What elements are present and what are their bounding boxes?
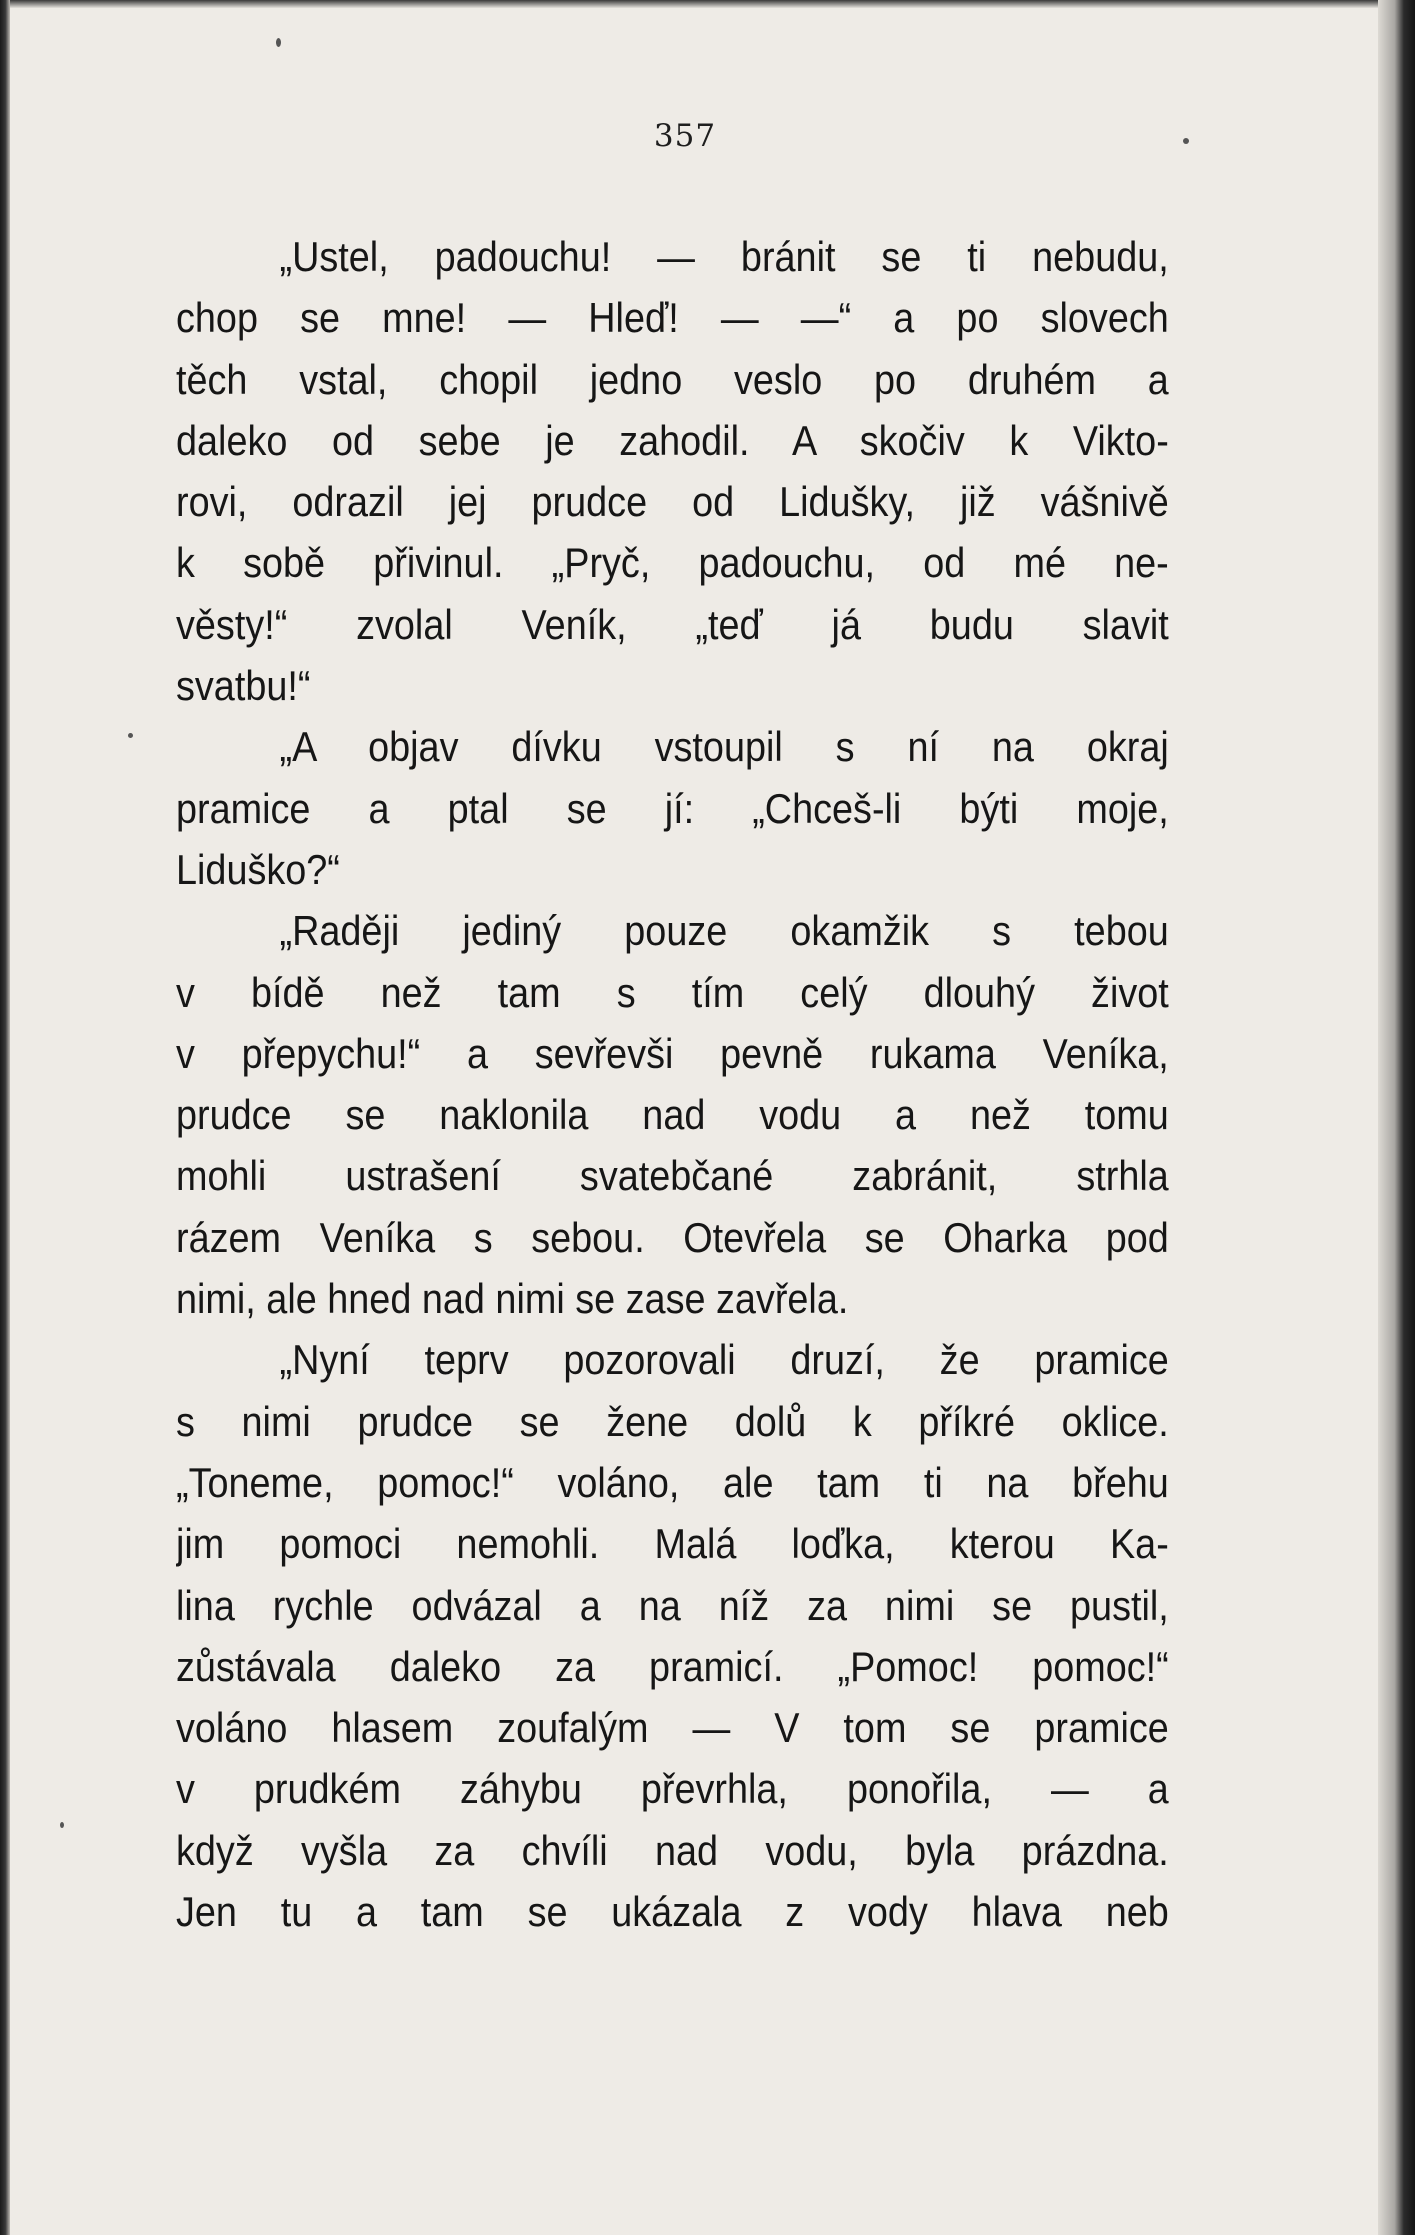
scan-speck [60,1822,64,1828]
text-line: lina rychle odvázal a na níž za nimi se pustil, [176,1581,1169,1629]
text-line: Liduško?“ [176,845,340,893]
text-line: Jen tu a tam se ukázala z vody hlava neb [176,1888,1169,1936]
text-line: v bídě než tam s tím celý dlouhý život [176,968,1169,1016]
text-line: rázem Veníka s sebou. Otevřela se Oharka pod [176,1213,1169,1261]
text-line: rovi, odrazil jej prudce od Lidušky, již vášnivě [176,478,1169,526]
page-number: 357 [653,118,717,154]
text-line: daleko od sebe je zahodil. A skočiv k Vikto- [176,416,1169,464]
scan-left-edge [0,0,10,2235]
text-line: voláno hlasem zoufalým — V tom se pramice [176,1704,1169,1752]
text-line: věsty!“ zvolal Veník, „teď já budu slavit [176,600,1169,648]
body-text [176,226,1168,1942]
text-line: svatbu!“ [176,662,311,710]
text-line: „Ustel, padouchu! — bránit se ti nebudu, [279,233,1169,280]
text-line: s nimi prudce se žene dolů k příkré oklice. [176,1397,1169,1445]
text-line: pramice a ptal se jí: „Chceš-li býti moje, [176,784,1169,832]
text-line: zůstávala daleko za pramicí. „Pomoc! pomoc!“ [176,1642,1169,1690]
scan-top-edge [0,0,1415,8]
text-line: chop se mne! — Hleď! — —“ a po slovech [176,294,1169,342]
text-line: „Nyní teprv pozorovali druzí, že pramice [279,1336,1169,1384]
scan-speck [276,38,281,47]
text-line: „Toneme, pomoc!“ voláno, ale tam ti na břehu [176,1458,1169,1506]
text-line: nimi, ale hned nad nimi se zase zavřela. [176,1275,849,1323]
text-line: když vyšla za chvíli nad vodu, byla prázdna. [176,1826,1169,1874]
text-line: „A objav dívku vstoupil s ní na okraj [279,723,1169,771]
text-line: prudce se naklonila nad vodu a než tomu [176,1091,1169,1139]
scan-right-edge [1378,0,1415,2235]
text-line: těch vstal, chopil jedno veslo po druhém a [176,355,1169,403]
text-line: k sobě přivinul. „Pryč, padouchu, od mé ne- [176,539,1169,587]
text-line: v přepychu!“ a sevřevši pevně rukama Veníka, [176,1029,1169,1077]
text-line: „Raději jediný pouze okamžik s tebou [279,907,1169,955]
scan-speck [128,733,133,738]
text-line: v prudkém záhybu převrhla, ponořila, — a [176,1765,1169,1813]
scan-speck [1183,138,1189,144]
text-line: jim pomoci nemohli. Malá loďka, kterou Ka- [176,1520,1169,1568]
text-line: mohli ustrašení svatebčané zabránit, strhla [176,1152,1169,1200]
